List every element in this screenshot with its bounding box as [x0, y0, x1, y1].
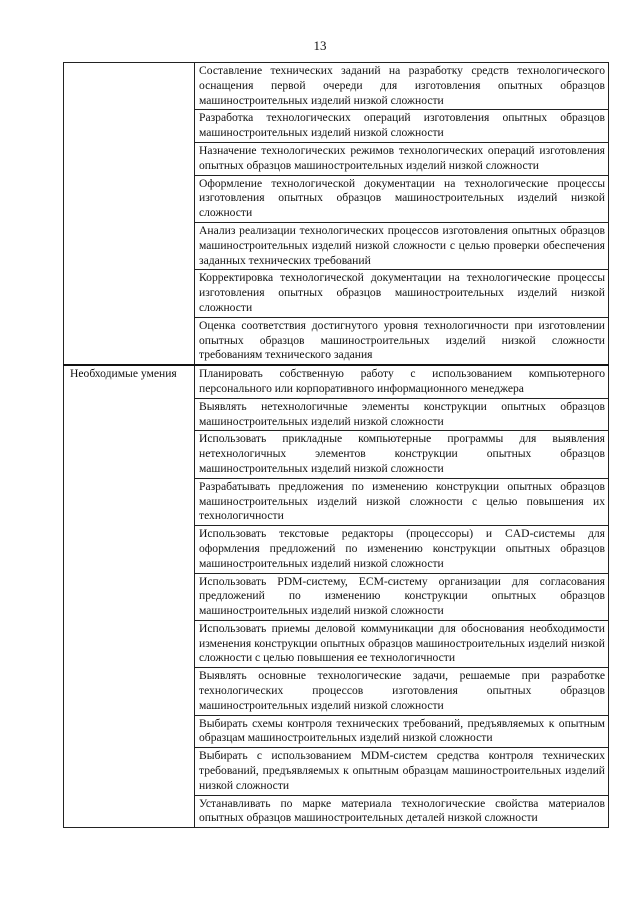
- table-cell-text: Использовать приемы деловой коммуникации для обоснования необходимости изменения конструкции опытных образцов машиностроительных изделий низкой сложности с целью повышения ее технологичности: [199, 621, 605, 665]
- table-cell: [195, 526, 609, 573]
- table-cell: [195, 270, 609, 317]
- table-cell-text: Корректировка технологической документации на технологические процессы изготовления опытных образцов машиностроительных изделий низкой сложности: [199, 271, 605, 314]
- page-number: 13: [313, 38, 327, 53]
- table-cell: [195, 222, 609, 269]
- table-cell: [195, 573, 609, 620]
- table-cell: [195, 431, 609, 478]
- table-cell-text: Использовать текстовые редакторы (процессоры) и CAD-системы для оформления предложений по изменению конструкции опытных образцов машиностроительных изделий низкой сложности: [199, 527, 605, 570]
- table-cell-text: Составление технических заданий на разработку средств технологического оснащения первой очереди для изготовления опытных образцов машиностроительных изделий низкой сложности: [199, 64, 605, 107]
- group-label-cell: [64, 365, 195, 828]
- table-cell-text: Назначение технологических режимов технологических операций изготовления опытных образцов машиностроительных изделий низкой сложности: [199, 143, 605, 172]
- table-cell-text: Использовать PDM-систему, ECM-систему организации для согласования предложений по изменению конструкции опытных образцов машиностроительных изделий низкой сложности: [199, 574, 605, 618]
- table-cell-text: Оформление технологической документации на технологические процессы изготовления опытных образцов машиностроительных изделий низкой сложности: [199, 176, 605, 220]
- table-cell-text: Оценка соответствия достигнутого уровня технологичности при изготовлении опытных образцов машиностроительных изделий низкой сложности требованиям технического задания: [199, 318, 605, 362]
- table-row: [64, 63, 609, 110]
- table-cell: [195, 398, 609, 431]
- table-cell: [195, 795, 609, 828]
- table-cell-text: Выявлять основные технологические задачи, решаемые при разработке технологических процессов изготовления опытных образцов машиностроительных изделий низкой сложности: [199, 669, 605, 712]
- table-cell-text: Устанавливать по марке материала технологические свойства материалов опытных образцов машиностроительных деталей низкой сложности: [199, 796, 605, 825]
- table-cell: [195, 142, 609, 175]
- table-cell-text: Выбирать схемы контроля технических требований, предъявляемых к опытным образцам машиностроительных изделий низкой сложности: [199, 716, 605, 745]
- table-cell: [195, 63, 609, 110]
- table-cell-text: Использовать прикладные компьютерные программы для выявления нетехнологичных элементов конструкции опытных образцов машиностроительных изделий низкой сложности: [199, 432, 605, 475]
- table-row: [64, 365, 609, 398]
- table-cell-text: Выявлять нетехнологичные элементы конструкции опытных образцов машиностроительных изделий низкой сложности: [199, 399, 605, 428]
- table-cell: [195, 317, 609, 365]
- table-cell-text: Разработка технологических операций изготовления опытных образцов машиностроительных изделий низкой сложности: [199, 111, 605, 140]
- group-label-cell: [64, 63, 195, 366]
- table-cell: [195, 748, 609, 795]
- requirements-table: [63, 62, 609, 828]
- table-cell-text: Выбирать с использованием MDM-систем средства контроля технических требований, предъявляемых к опытным образцам машиностроительных изделий низкой сложности: [199, 749, 605, 792]
- table-cell-text: Анализ реализации технологических процессов изготовления опытных образцов машиностроительных изделий низкой сложности с целью проверки обеспечения заданных технических требований: [199, 223, 605, 267]
- requirements-table-body: [64, 63, 609, 828]
- table-cell: [195, 365, 609, 398]
- group-label: Необходимые умения: [70, 367, 177, 381]
- table-cell: [195, 175, 609, 222]
- table-cell: [195, 110, 609, 143]
- table-cell: [195, 715, 609, 748]
- table-cell-text: Планировать собственную работу с использованием компьютерного персонального или корпоративного информационного менеджера: [199, 367, 605, 395]
- table-cell: [195, 668, 609, 715]
- table-cell-text: Разрабатывать предложения по изменению конструкции опытных образцов машиностроительных изделий низкой сложности с целью повышения их технологичности: [199, 479, 605, 523]
- table-cell: [195, 478, 609, 525]
- table-cell: [195, 620, 609, 667]
